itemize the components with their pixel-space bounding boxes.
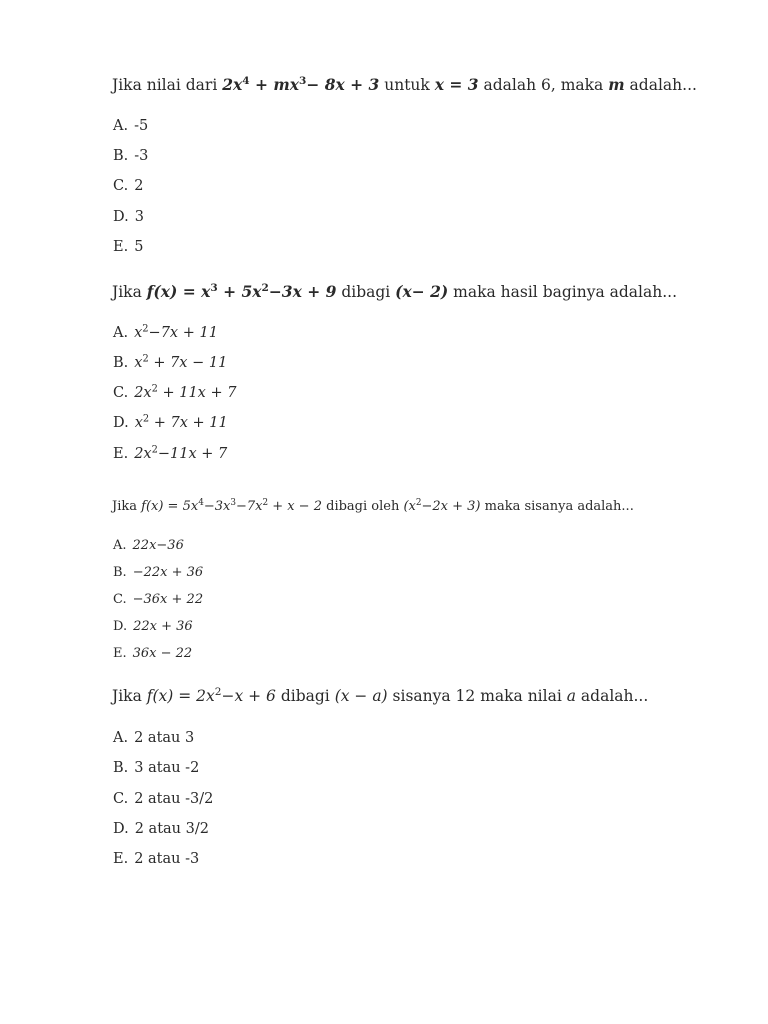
question-2-option-b[interactable]: B. $x^2 + 7x - 11$ bbox=[113, 353, 228, 371]
question-3-option-d[interactable]: D. 22x + 36 bbox=[113, 619, 193, 634]
question-4-option-c[interactable]: C. 2 atau -3/2 bbox=[113, 791, 214, 807]
question-3-option-c[interactable]: C. −36x + 22 bbox=[113, 592, 204, 607]
question-1-prompt: Jika nilai dari $2x^4 + mx^3- 8x + 3$ untuk x = 3 adalah 6, maka m adalah... bbox=[112, 75, 697, 94]
question-3-option-b[interactable]: B. −22x + 36 bbox=[113, 565, 204, 580]
question-2-prompt: Jika $f(x) = x^3 + 5x^2-3x + 9$ dibagi (x− 2) maka hasil baginya adalah... bbox=[112, 282, 678, 301]
question-4-option-e[interactable]: E. 2 atau -3 bbox=[113, 851, 200, 867]
question-1-option-b[interactable]: B. -3 bbox=[113, 148, 149, 164]
question-2-option-e[interactable]: E. $2x^2-11x + 7$ bbox=[113, 444, 228, 462]
question-2-option-c[interactable]: C. $2x^2 + 11x + 7$ bbox=[113, 383, 237, 401]
question-3-prompt: Jika $f(x) = 5x^4-3x^3-7x^2 + x - 2$ dibagi oleh $(x^2-2x + 3)$ maka sisanya adalah... bbox=[112, 498, 634, 514]
question-2-option-d[interactable]: D. $x^2 + 7x + 11$ bbox=[113, 413, 228, 431]
question-3-option-e[interactable]: E. 36x − 22 bbox=[113, 646, 193, 661]
question-4-option-b[interactable]: B. 3 atau -2 bbox=[113, 760, 200, 776]
question-4-prompt: Jika $f(x) = 2x^2-x + 6$ dibagi (x − a) sisanya 12 maka nilai a adalah... bbox=[112, 686, 649, 705]
question-4-option-a[interactable]: A. 2 atau 3 bbox=[113, 730, 195, 746]
question-1-option-e[interactable]: E. 5 bbox=[113, 239, 144, 255]
question-1-option-c[interactable]: C. 2 bbox=[113, 178, 144, 194]
question-1-option-d[interactable]: D. 3 bbox=[113, 209, 144, 225]
question-2-option-a[interactable]: A. $x^2-7x + 11$ bbox=[113, 323, 218, 341]
question-4-option-d[interactable]: D. 2 atau 3/2 bbox=[113, 821, 209, 837]
question-1-option-a[interactable]: A. -5 bbox=[113, 118, 149, 134]
question-3-option-a[interactable]: A. 22x−36 bbox=[113, 538, 184, 553]
